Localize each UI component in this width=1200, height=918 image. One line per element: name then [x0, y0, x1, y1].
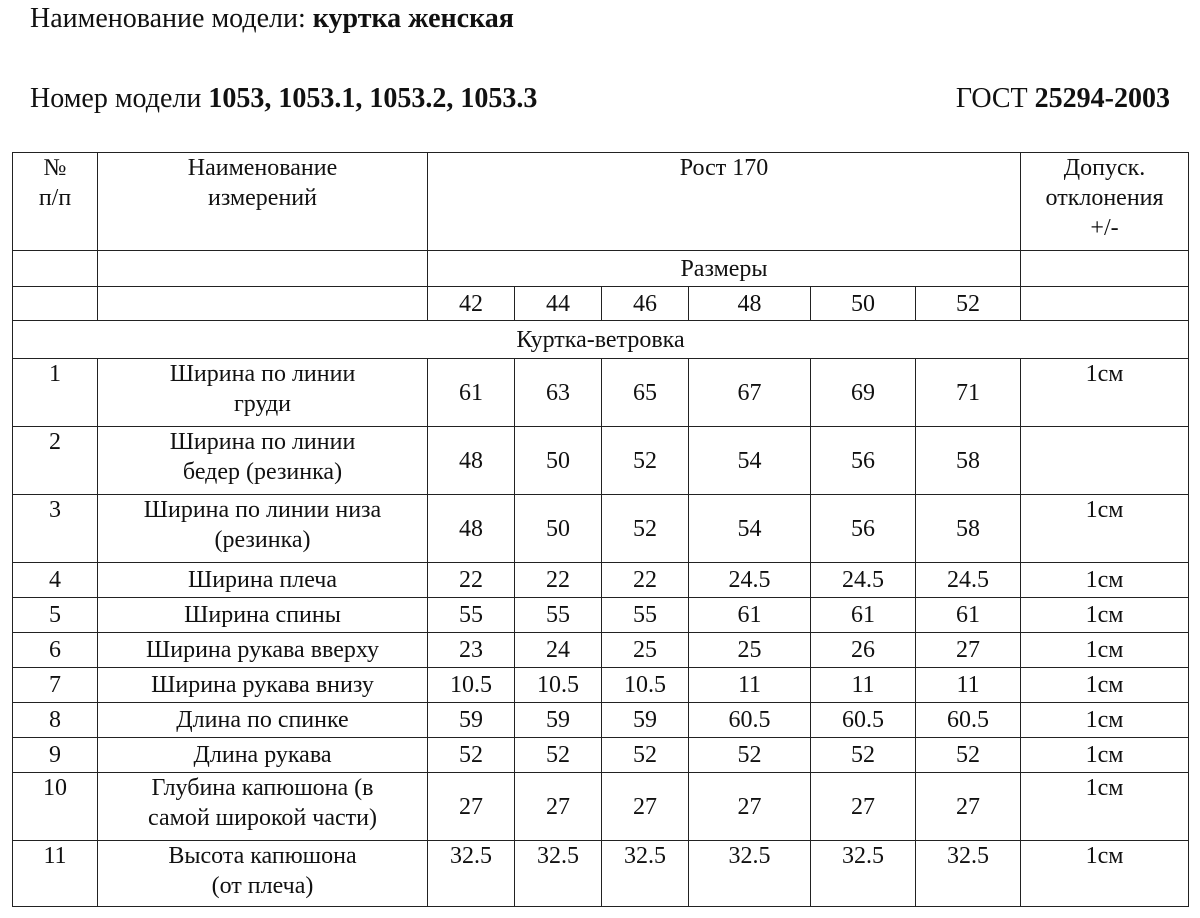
table-row [13, 359, 1189, 427]
table-row [13, 841, 1189, 907]
model-name-label: Наименование модели: [30, 3, 313, 34]
size-value-cell: 67 [689, 359, 811, 427]
tolerance-cell: 1см [1021, 703, 1189, 738]
row-number: 2 [13, 427, 98, 495]
size-header-cell: 48 [689, 287, 811, 321]
size-value-cell: 32.5 [689, 841, 811, 907]
measurement-name-line-2: груди [233, 391, 292, 417]
measurement-name-line-1: Ширина по линии [169, 429, 356, 455]
size-value-cell: 55 [602, 598, 689, 633]
size-value-cell: 55 [428, 598, 515, 633]
tolerance-cell [1021, 427, 1189, 495]
tolerance-cell: 1см [1021, 773, 1189, 841]
measurement-name-line-2: бедер (резинка) [182, 459, 343, 485]
measurement-name [98, 703, 428, 738]
size-value-cell: 32.5 [515, 841, 602, 907]
measurement-name [98, 359, 428, 427]
size-value-cell: 65 [602, 359, 689, 427]
empty-cell [13, 251, 98, 287]
size-value-cell: 10.5 [515, 668, 602, 703]
sizes-header: Размеры [428, 251, 1021, 287]
measurements-table [12, 152, 1189, 907]
row-number: 11 [13, 841, 98, 907]
measurement-name-line-1: Длина рукава [193, 742, 332, 768]
size-value-cell: 61 [689, 598, 811, 633]
size-value-cell: 55 [515, 598, 602, 633]
size-value-cell: 24 [515, 633, 602, 668]
size-value-cell: 26 [811, 633, 916, 668]
size-value-cell: 50 [515, 427, 602, 495]
measurement-name [98, 495, 428, 563]
row-number: 10 [13, 773, 98, 841]
size-value-cell: 24.5 [811, 563, 916, 598]
gost-value: 25294-2003 [1034, 83, 1170, 114]
size-value-cell: 11 [811, 668, 916, 703]
measurement-name [98, 668, 428, 703]
measurement-name [98, 563, 428, 598]
size-value-cell: 52 [428, 738, 515, 773]
size-value-cell: 60.5 [811, 703, 916, 738]
size-value-cell: 52 [515, 738, 602, 773]
size-value-cell: 10.5 [602, 668, 689, 703]
sizes-label-row [13, 251, 1189, 287]
size-value-cell: 24.5 [689, 563, 811, 598]
row-number: 8 [13, 703, 98, 738]
size-value-cell: 52 [602, 427, 689, 495]
tolerance-cell: 1см [1021, 841, 1189, 907]
size-header-cell: 44 [515, 287, 602, 321]
gost-label: ГОСТ [955, 83, 1035, 114]
measurement-name-line-1: Ширина рукава внизу [151, 672, 374, 698]
tolerance-cell: 1см [1021, 633, 1189, 668]
num-header-line-2: п/п [38, 185, 72, 211]
size-value-cell: 52 [811, 738, 916, 773]
measurement-name-line-1: Ширина рукава вверху [146, 637, 379, 663]
measurement-name-line-1: Глубина капюшона (в [151, 775, 374, 801]
size-value-cell: 69 [811, 359, 916, 427]
measurement-name [98, 427, 428, 495]
size-value-cell: 52 [916, 738, 1021, 773]
size-value-cell: 10.5 [428, 668, 515, 703]
size-value-cell: 58 [916, 495, 1021, 563]
model-number-value: 1053, 1053.1, 1053.2, 1053.3 [208, 83, 538, 114]
size-value-cell: 63 [515, 359, 602, 427]
tolerance-cell: 1см [1021, 563, 1189, 598]
size-value-cell: 71 [916, 359, 1021, 427]
size-value-cell: 27 [515, 773, 602, 841]
measurement-name [98, 738, 428, 773]
size-value-cell: 61 [916, 598, 1021, 633]
size-value-cell: 56 [811, 427, 916, 495]
size-value-cell: 11 [916, 668, 1021, 703]
size-value-cell: 27 [811, 773, 916, 841]
height-header: Рост 170 [428, 153, 1021, 251]
tolerance-header-line-3: +/- [1090, 215, 1119, 241]
size-value-cell: 22 [602, 563, 689, 598]
tolerance-header-line-2: отклонения [1045, 185, 1164, 211]
table-row [13, 703, 1189, 738]
size-header-cell: 50 [811, 287, 916, 321]
size-header-cell: 46 [602, 287, 689, 321]
size-value-cell: 52 [602, 495, 689, 563]
size-header-cell: 42 [428, 287, 515, 321]
tolerance-header-line-1: Допуск. [1063, 155, 1146, 181]
tolerance-cell: 1см [1021, 359, 1189, 427]
empty-cell [98, 251, 428, 287]
size-value-cell: 22 [428, 563, 515, 598]
num-header-line-1: № [43, 155, 67, 181]
row-number: 3 [13, 495, 98, 563]
tolerance-cell: 1см [1021, 668, 1189, 703]
size-value-cell: 58 [916, 427, 1021, 495]
size-value-cell: 59 [515, 703, 602, 738]
row-number: 1 [13, 359, 98, 427]
size-value-cell: 32.5 [916, 841, 1021, 907]
measurement-name [98, 598, 428, 633]
measurement-name-line-1: Ширина по линии [169, 361, 356, 387]
gost-line [956, 83, 1170, 115]
table-row [13, 668, 1189, 703]
table-row [13, 633, 1189, 668]
size-value-cell: 52 [689, 738, 811, 773]
size-value-cell: 27 [689, 773, 811, 841]
section-row [13, 321, 1189, 359]
row-number: 4 [13, 563, 98, 598]
size-value-cell: 23 [428, 633, 515, 668]
size-value-cell: 60.5 [689, 703, 811, 738]
table-row [13, 598, 1189, 633]
size-value-cell: 50 [515, 495, 602, 563]
size-value-cell: 32.5 [811, 841, 916, 907]
measurement-name-line-1: Ширина по линии низа [143, 497, 382, 523]
size-value-cell: 59 [602, 703, 689, 738]
size-value-cell: 60.5 [916, 703, 1021, 738]
size-value-cell: 25 [602, 633, 689, 668]
model-name-value: куртка женская [312, 3, 514, 34]
name-header-cell [98, 153, 428, 251]
size-value-cell: 27 [428, 773, 515, 841]
header-row [13, 153, 1189, 251]
row-number: 6 [13, 633, 98, 668]
measurement-name-line-2: самой широкой части) [148, 805, 377, 831]
size-value-cell: 22 [515, 563, 602, 598]
name-header-line-2: измерений [207, 185, 317, 211]
size-value-cell: 54 [689, 427, 811, 495]
name-header-line-1: Наименование [187, 155, 338, 181]
sizes-row [13, 287, 1189, 321]
measurement-name [98, 633, 428, 668]
model-number-line [30, 83, 537, 115]
section-title: Куртка-ветровка [13, 321, 1189, 359]
size-value-cell: 59 [428, 703, 515, 738]
empty-cell [1021, 287, 1189, 321]
row-number: 9 [13, 738, 98, 773]
empty-cell [1021, 251, 1189, 287]
size-value-cell: 48 [428, 495, 515, 563]
size-value-cell: 32.5 [602, 841, 689, 907]
num-header-cell [13, 153, 98, 251]
tolerance-header-cell [1021, 153, 1189, 251]
model-number-label: Номер модели [30, 83, 209, 114]
empty-cell [13, 287, 98, 321]
measurement-name [98, 841, 428, 907]
table-row [13, 738, 1189, 773]
size-value-cell: 27 [916, 773, 1021, 841]
size-value-cell: 61 [811, 598, 916, 633]
table-row [13, 563, 1189, 598]
table-row [13, 773, 1189, 841]
size-value-cell: 27 [916, 633, 1021, 668]
table-row [13, 427, 1189, 495]
empty-cell [98, 287, 428, 321]
tolerance-cell: 1см [1021, 738, 1189, 773]
measurement-name-line-2: (резинка) [214, 527, 311, 553]
measurement-name-line-1: Высота капюшона [168, 843, 357, 869]
size-value-cell: 24.5 [916, 563, 1021, 598]
table-row [13, 495, 1189, 563]
size-value-cell: 11 [689, 668, 811, 703]
size-value-cell: 54 [689, 495, 811, 563]
row-number: 7 [13, 668, 98, 703]
size-value-cell: 61 [428, 359, 515, 427]
measurement-name-line-2: (от плеча) [211, 873, 314, 899]
size-value-cell: 32.5 [428, 841, 515, 907]
row-number: 5 [13, 598, 98, 633]
size-value-cell: 27 [602, 773, 689, 841]
measurement-name [98, 773, 428, 841]
size-header-cell: 52 [916, 287, 1021, 321]
size-value-cell: 52 [602, 738, 689, 773]
measurement-name-line-1: Ширина плеча [188, 567, 337, 593]
size-value-cell: 25 [689, 633, 811, 668]
measurement-name-line-1: Длина по спинке [176, 707, 349, 733]
model-name-line [30, 3, 514, 35]
size-value-cell: 48 [428, 427, 515, 495]
tolerance-cell: 1см [1021, 495, 1189, 563]
size-value-cell: 56 [811, 495, 916, 563]
measurement-name-line-1: Ширина спины [184, 602, 341, 628]
tolerance-cell: 1см [1021, 598, 1189, 633]
